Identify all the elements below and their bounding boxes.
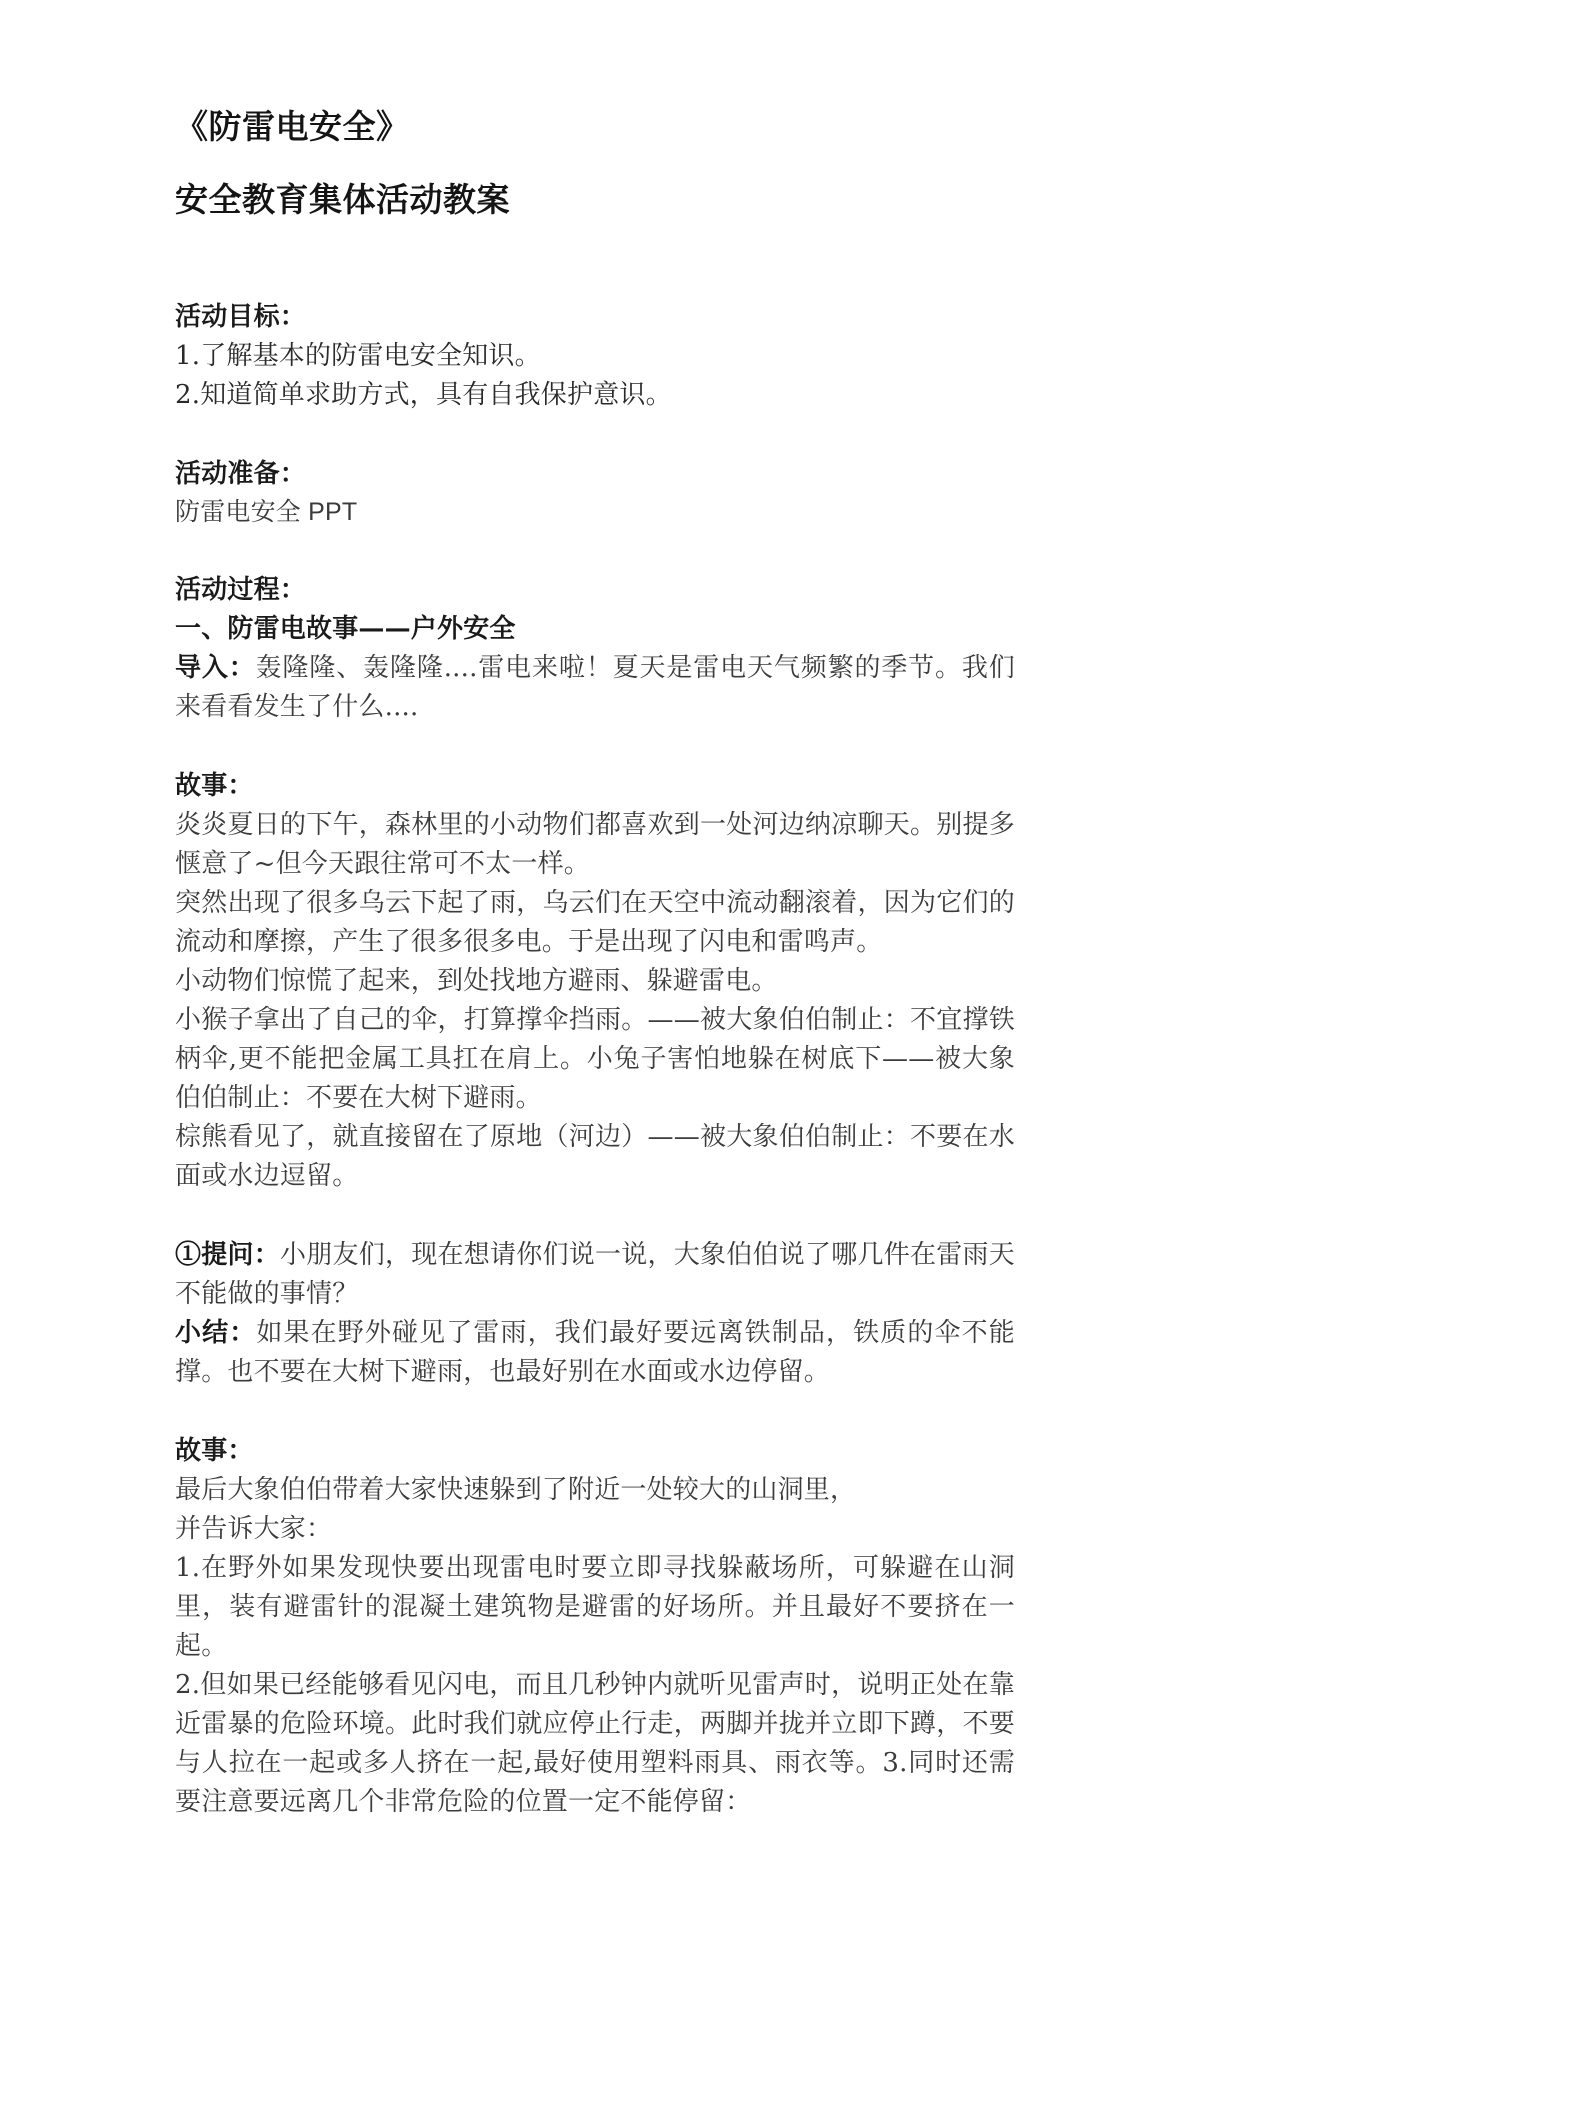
summary-one-text: 如果在野外碰见了雷雨，我们最好要远离铁制品，铁质的伞不能撑。也不要在大树下避雨，也最好别在水面或水边停留。	[175, 1318, 1015, 1388]
process-part-one-title: 一、防雷电故事——户外安全	[175, 614, 516, 645]
process-intro-label: 导入：	[175, 653, 256, 684]
question-one	[175, 1236, 1015, 1314]
spacer	[175, 727, 1015, 767]
section-objectives	[175, 298, 1015, 415]
story-two-line-4: 2.但如果已经能够看见闪电，而且几秒钟内就听见雷声时，说明正处在靠近雷暴的危险环境。此时我们就应停止行走，两脚并拢并立即下蹲，不要与人拉在一起或多人挤在一起,最好使用塑料雨具、雨衣等。3.同时还需要注意要远离几个非常危险的位置一定不能停留：	[175, 1670, 1015, 1818]
section-story-two	[175, 1432, 1015, 1822]
section-process	[175, 571, 1015, 727]
objectives-heading: 活动目标：	[175, 301, 307, 332]
story-one-line-1: 炎炎夏日的下午，森林里的小动物们都喜欢到一处河边纳凉聊天。别提多惬意了~但今天跟往常可不太一样。	[175, 810, 1015, 880]
section-question-one	[175, 1236, 1015, 1392]
story-two-line-1: 最后大象伯伯带着大家快速躲到了附近一处较大的山洞里，	[175, 1475, 857, 1506]
story-one-line-2: 突然出现了很多乌云下起了雨，乌云们在天空中流动翻滚着，因为它们的流动和摩擦，产生了很多很多电。于是出现了闪电和雷鸣声。	[175, 888, 1015, 958]
spacer	[175, 1392, 1015, 1432]
story-one-line-5: 棕熊看见了，就直接留在了原地（河边）——被大象伯伯制止：不要在水面或水边逗留。	[175, 1122, 1015, 1192]
story-two-heading: 故事：	[175, 1436, 254, 1467]
spacer	[175, 415, 1015, 455]
preparation-item-ppt: 防雷电安全 PPT	[175, 497, 358, 526]
story-one-heading: 故事：	[175, 771, 254, 802]
document-title: 《防雷电安全》	[175, 107, 410, 146]
process-intro-text: 轰隆隆、轰隆隆....雷电来啦！夏天是雷电天气频繁的季节。我们来看看发生了什么....	[175, 653, 1015, 723]
section-preparation	[175, 455, 1015, 532]
process-intro	[175, 649, 1015, 727]
story-one-line-3: 小动物们惊慌了起来，到处找地方避雨、躲避雷电。	[175, 966, 778, 997]
story-one-line-4: 小猴子拿出了自己的伞，打算撑伞挡雨。——被大象伯伯制止：不宜撑铁柄伞,更不能把金属工具扛在肩上。小兔子害怕地躲在树底下——被大象伯伯制止：不要在大树下避雨。	[175, 1005, 1015, 1114]
process-heading: 活动过程：	[175, 575, 307, 606]
objectives-item-2: 2.知道简单求助方式，具有自我保护意识。	[175, 379, 672, 410]
document-body	[175, 104, 1015, 1822]
objectives-item-1: 1.了解基本的防雷电安全知识。	[175, 340, 541, 371]
summary-one-label: 小结：	[175, 1318, 257, 1349]
preparation-heading: 活动准备：	[175, 458, 307, 489]
spacer	[175, 531, 1015, 571]
spacer	[175, 224, 1015, 298]
document-subtitle: 安全教育集体活动教案	[175, 179, 510, 219]
question-one-label: ①提问：	[175, 1240, 281, 1271]
section-story-one	[175, 767, 1015, 1196]
story-two-line-3: 1.在野外如果发现快要出现雷电时要立即寻找躲蔽场所，可躲避在山洞里，装有避雷针的混凝土建筑物是避雷的好场所。并且最好不要挤在一起。	[175, 1553, 1015, 1662]
spacer	[175, 1196, 1015, 1236]
story-two-line-2: 并告诉大家：	[175, 1514, 333, 1545]
summary-one	[175, 1314, 1015, 1392]
question-one-text: 小朋友们，现在想请你们说一说，大象伯伯说了哪几件在雷雨天不能做的事情？	[175, 1240, 1015, 1310]
